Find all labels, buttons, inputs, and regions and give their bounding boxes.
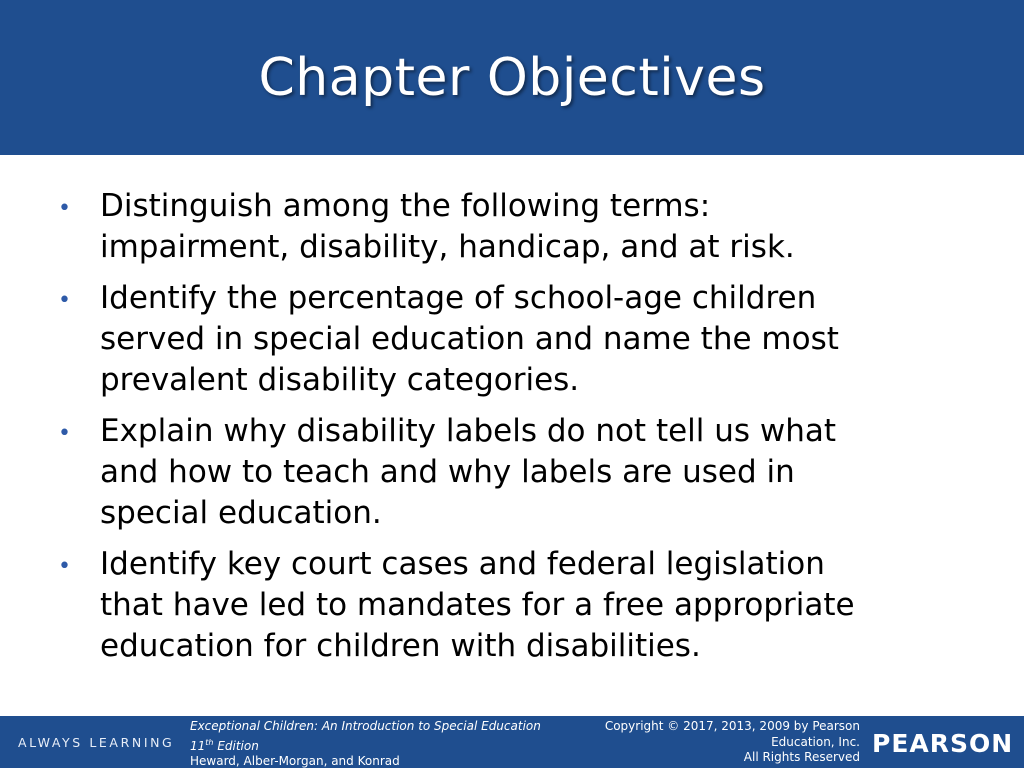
- bullet-icon: •: [58, 196, 71, 221]
- bullet-text-line: Explain why disability labels do not tell us what: [100, 413, 837, 449]
- bullet-text-line: that have led to mandates for a free appropriate: [100, 587, 855, 623]
- bullet-text-line: Identify the percentage of school-age children: [100, 280, 817, 316]
- copyright-line: Copyright © 2017, 2013, 2009 by Pearson: [604, 719, 860, 733]
- copyright-line: Education, Inc.: [771, 734, 860, 749]
- copyright-notice: [605, 719, 860, 766]
- bullet-text-line: prevalent disability categories.: [100, 362, 580, 398]
- bullet-text-line: education for children with disabilities.: [100, 628, 701, 664]
- bullet-list: [0, 186, 1024, 677]
- bullet-text-line: special education.: [100, 495, 382, 531]
- bullet-item-2: [0, 278, 1024, 401]
- bullet-item-1: [0, 186, 1024, 268]
- pearson-logo: PEARSON: [872, 729, 1014, 758]
- bullet-item-3: [0, 411, 1024, 534]
- bullet-item-4: [0, 544, 1024, 667]
- bullet-text-line: Identify key court cases and federal legislation: [100, 546, 825, 582]
- edition-word: Edition: [213, 738, 259, 753]
- bullet-icon: •: [58, 554, 71, 579]
- bullet-text-line: and how to teach and why labels are used in: [100, 454, 795, 490]
- edition-suffix: th: [205, 737, 214, 747]
- bullet-text-line: Distinguish among the following terms:: [100, 188, 711, 224]
- title-bar: [0, 0, 1024, 155]
- book-authors: Heward, Alber-Morgan, and Konrad: [190, 754, 400, 768]
- book-title: Exceptional Children: An Introduction to Special Education: [190, 719, 541, 733]
- always-learning-tagline: ALWAYS LEARNING: [18, 735, 175, 750]
- bullet-text-line: impairment, disability, handicap, and at risk.: [100, 229, 795, 265]
- book-info: [190, 719, 541, 768]
- edition-number: 11: [190, 738, 206, 753]
- slide-title: Chapter Objectives: [258, 48, 766, 108]
- bullet-text-line: served in special education and name the most: [100, 321, 839, 357]
- bullet-icon: •: [58, 421, 71, 446]
- book-edition: [190, 735, 541, 755]
- copyright-line: All Rights Reserved: [743, 750, 860, 764]
- bullet-icon: •: [58, 288, 71, 313]
- footer-bar: [0, 716, 1024, 768]
